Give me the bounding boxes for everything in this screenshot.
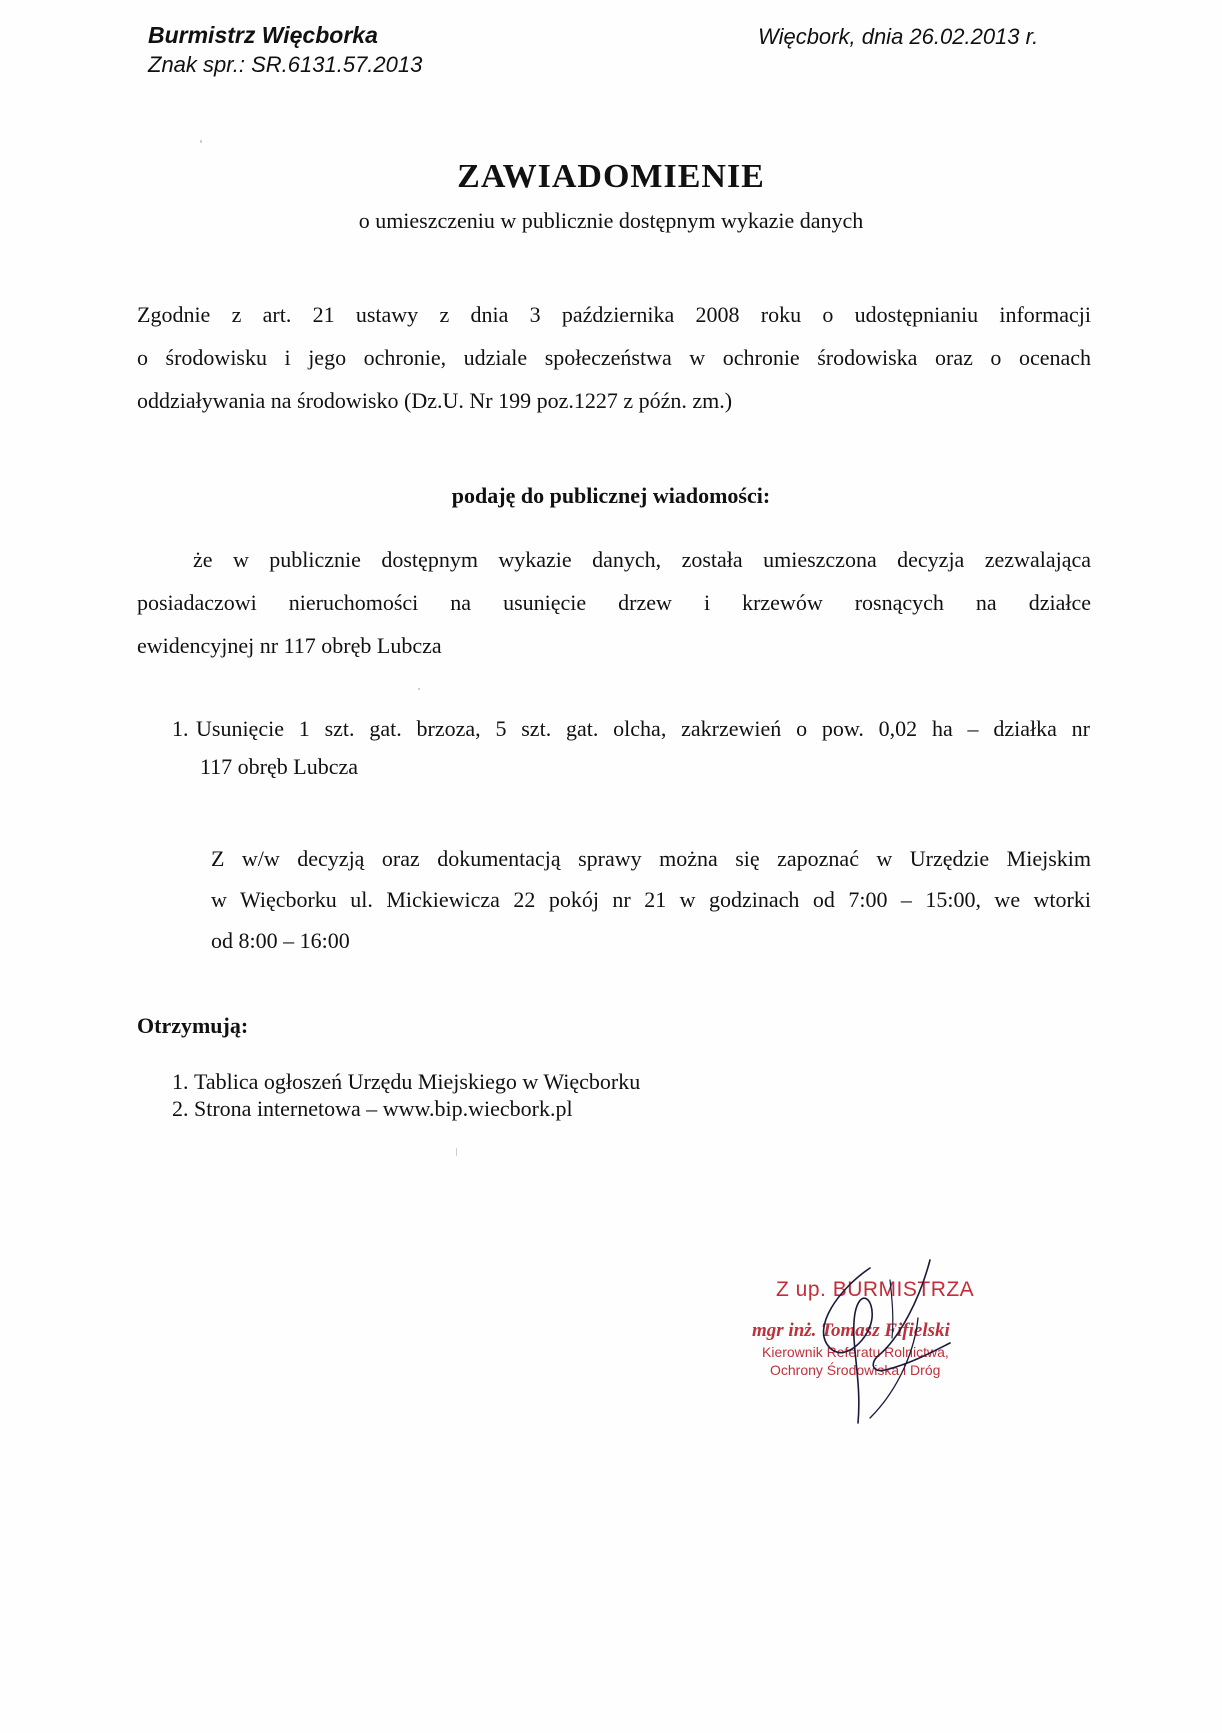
recipient-number: 1.: [172, 1069, 189, 1094]
office-info-line: w Więcborku ul. Mickiewicza 22 pokój nr 21 w godzinach od 7:00 – 15:00, we wtorki: [211, 887, 1091, 912]
scan-speck: [456, 1148, 457, 1156]
recipient-number: 2.: [172, 1096, 189, 1121]
document-title: ZAWIADOMIENIE: [457, 158, 765, 195]
case-reference: Znak spr.: SR.6131.57.2013: [148, 52, 423, 77]
office-info-line: od 8:00 – 16:00: [211, 928, 350, 953]
decision-line: że w publicznie dostępnym wykazie danych, została umieszczona decyzja zezwalająca: [193, 547, 1091, 572]
office-info-line: Z w/w decyzją oraz dokumentacją sprawy można się zapoznać w Urzędzie Miejskim: [211, 846, 1091, 871]
decision-line: ewidencyjnej nr 117 obręb Lubcza: [137, 633, 442, 658]
place-and-date: Więcbork, dnia 26.02.2013 r.: [758, 24, 1039, 49]
recipients-heading: Otrzymują:: [137, 1013, 249, 1038]
item-text: [196, 710, 1090, 786]
announcement-heading: podaję do publicznej wiadomości:: [451, 483, 771, 508]
signature-stamp: [740, 1258, 1040, 1408]
legal-basis-line: Zgodnie z art. 21 ustawy z dnia 3 października 2008 roku o udostępnianiu informacji: [137, 302, 1091, 327]
recipients-list: [172, 1068, 640, 1122]
office-info-paragraph: [211, 838, 1091, 961]
list-item: [172, 1068, 640, 1095]
legal-basis-line: o środowisku i jego ochronie, udziale społeczeństwa w ochronie środowiska oraz o ocenach: [137, 345, 1091, 370]
stamp-role: Ochrony Środowiska i Dróg: [770, 1362, 941, 1378]
list-item: [172, 1095, 640, 1122]
header-left: [148, 20, 422, 80]
handwritten-signature: [800, 1258, 1000, 1428]
legal-basis-paragraph: [137, 293, 1091, 422]
scan-speck: [418, 688, 420, 690]
decision-line: posiadaczowi nieruchomości na usunięcie drzew i krzewów rosnących na działce: [137, 590, 1091, 615]
document-subtitle: o umieszczeniu w publicznie dostępnym wykazie danych: [358, 208, 864, 233]
decision-paragraph: [137, 538, 1091, 667]
item-number: 1.: [172, 716, 189, 741]
legal-basis-line: oddziaływania na środowisko (Dz.U. Nr 199 poz.1227 z późn. zm.): [137, 388, 733, 413]
stamp-role: Kierownik Referatu Rolnictwa,: [762, 1344, 949, 1360]
recipient-text: Strona internetowa – www.bip.wiecbork.pl: [194, 1096, 573, 1121]
stamp-authorization: Z up. BURMISTRZA: [776, 1278, 975, 1301]
issuer-name: Burmistrz Więcborka: [148, 22, 378, 48]
scan-speck: [200, 140, 202, 143]
stamp-signatory-name: mgr inż. Tomasz Fifielski: [752, 1320, 950, 1341]
recipient-text: Tablica ogłoszeń Urzędu Miejskiego w Więcborku: [194, 1069, 641, 1094]
item-line: 117 obręb Lubcza: [200, 754, 359, 779]
item-line: Usunięcie 1 szt. gat. brzoza, 5 szt. gat. olcha, zakrzewień o pow. 0,02 ha – działka nr: [196, 716, 1090, 741]
